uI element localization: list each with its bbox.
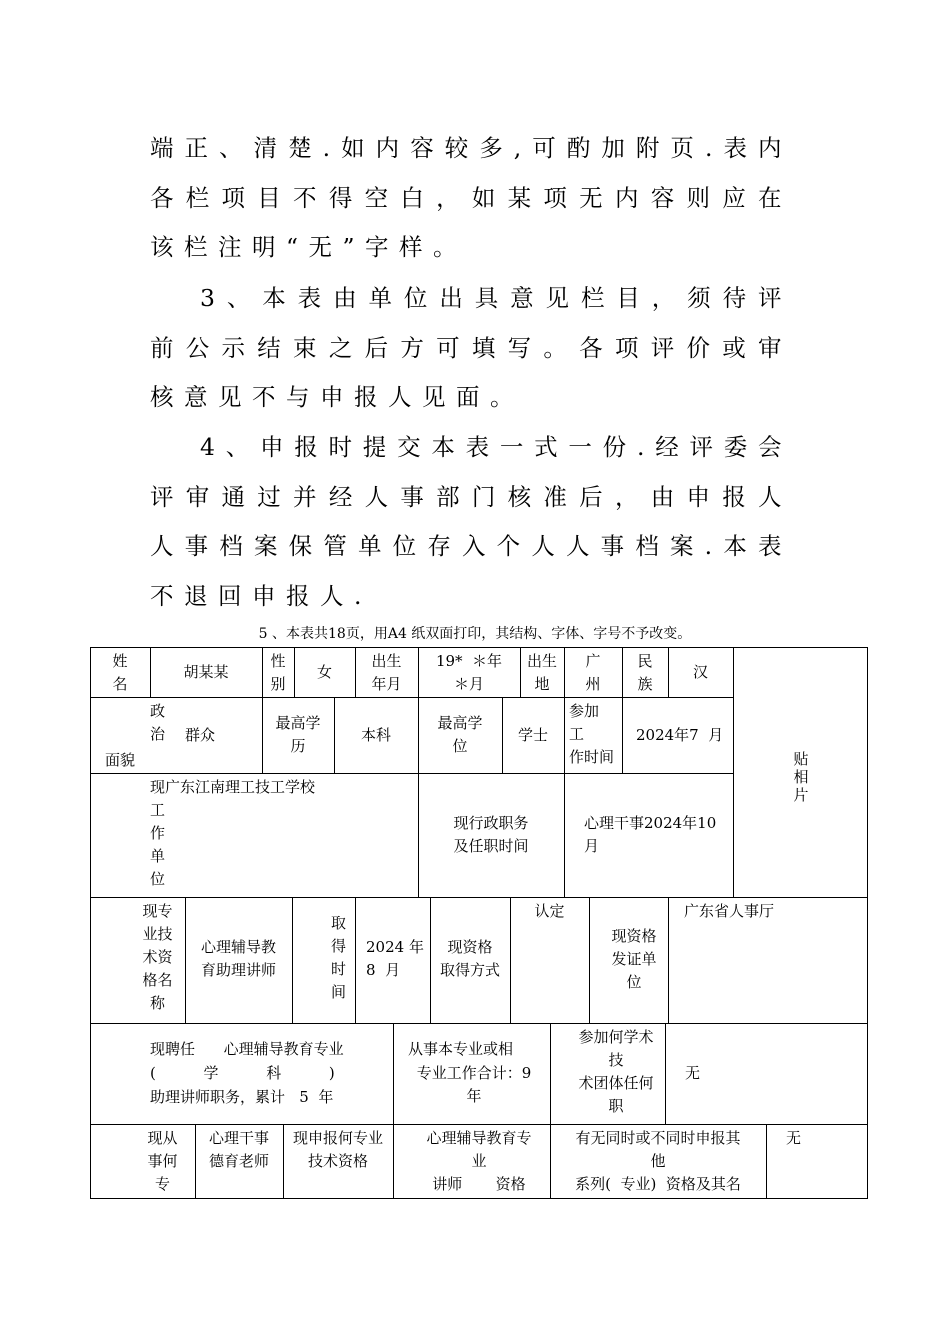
row-divider: [90, 897, 868, 898]
birth-label: 出生 年月: [371, 652, 402, 693]
name-value: 胡某某: [183, 663, 229, 681]
years-value: 专业工作合计：9 年: [416, 1064, 532, 1105]
birthplace-value: 广 州: [585, 652, 601, 693]
cell-divider: [589, 897, 590, 1023]
degree-label: 最高学 位: [437, 714, 483, 755]
table-border-left: [90, 647, 91, 1199]
other-series-value: 无: [786, 1129, 802, 1147]
work-unit-label: 工 作 单 位: [150, 801, 166, 888]
cell-divider: [393, 1124, 394, 1199]
obtain-method-label: 现资格 取得方式: [439, 938, 500, 979]
political-label-cont: 面貌: [105, 751, 136, 769]
post-label: 现行政职务 及任职时间: [453, 814, 529, 855]
photo-placeholder-label: 贴 相 片: [793, 750, 809, 804]
obtain-method-value: 认定: [534, 902, 565, 920]
society-label: 参加何学术 技 术团体任何 职: [578, 1028, 654, 1115]
cell-divider: [292, 897, 293, 1023]
political-value: 群众: [185, 726, 216, 744]
name-label: 姓 名: [112, 652, 128, 693]
instruction-paragraph-4: 4、申报时提交本表一式一份.经评委会评审通过并经人事部门核准后，由申报人人事档案保管单位存入个人人事档案.本表不退回申报人.: [150, 433, 792, 610]
gender-label: 性 别: [270, 652, 286, 693]
obtain-time-value: 2024 年 8 月: [366, 938, 424, 979]
row-divider: [90, 1124, 868, 1125]
appointment-line-1: 现聘任 心理辅导教育专业: [150, 1040, 344, 1058]
cell-divider: [393, 1023, 394, 1124]
years-label: 从事本专业或相: [408, 1040, 514, 1058]
table-border-bottom: [90, 1198, 868, 1199]
education-value: 本科: [360, 726, 391, 744]
gender-value: 女: [316, 663, 332, 681]
table-border-right: [867, 647, 868, 1199]
apply-label: 现申报何专业 技术资格: [292, 1129, 383, 1170]
birth-value: 19* ＊年 ＊月: [435, 652, 503, 693]
print-note: 5 、本表共18页，用A4 纸双面打印，其结构、字体、字号不予改变。: [258, 626, 692, 642]
appointment-line-2: ( 学 科 ): [150, 1064, 335, 1082]
qualification-value: 心理辅导教 育助理讲师: [200, 938, 276, 979]
birthplace-label: 出生 地: [526, 652, 557, 693]
table-border-top: [90, 647, 868, 648]
work-unit-value: 现广东江南理工技工学校: [150, 778, 316, 796]
qualification-label: 现专 业技 术资 格名 称: [142, 902, 173, 1012]
work-start-label: 参加 工 作时间: [569, 702, 615, 766]
cell-divider: [550, 1023, 551, 1124]
row-divider: [90, 697, 734, 698]
cell-divider: [622, 697, 623, 773]
cell-divider: [564, 773, 565, 897]
current-work-value: 心理干事 德育老师: [208, 1129, 269, 1170]
photo-cell-divider: [733, 647, 734, 898]
current-work-label: 现从 事何 专: [147, 1129, 178, 1193]
issuer-label: 现资格 发证单 位: [611, 927, 657, 991]
cell-divider: [355, 897, 356, 1023]
cell-divider: [766, 1124, 767, 1199]
other-series-label: 有无同时或不同时申报其 他 系列( 专业) 资格及其名: [575, 1129, 741, 1193]
post-value: 心理干事2024年10 月: [584, 814, 717, 855]
cell-divider: [564, 697, 565, 773]
ethnic-label: 民 族: [637, 652, 653, 693]
row-divider: [90, 773, 734, 774]
instruction-paragraph-3: 3、本表由单位出具意见栏目，须待评前公示结束之后方可填写。各项评价或审核意见不与申报人见面。: [150, 284, 792, 411]
ethnic-value: 汉: [692, 663, 708, 681]
work-start-value: 2024年7 月: [636, 726, 724, 744]
obtain-time-label: 取 得 时 间: [330, 914, 346, 1001]
row-divider: [90, 1023, 868, 1024]
education-label: 最高学 历: [275, 714, 321, 755]
political-label: 政 治: [150, 702, 166, 743]
issuer-value: 广东省人事厅: [684, 902, 775, 920]
instruction-paragraph-1: 端正、清楚.如内容较多,可酌加附页.表内各栏项目不得空白，如某项无内容则应在该栏注明“无”字样。: [150, 134, 792, 261]
appointment-line-3: 助理讲师职务，累计 5 年: [150, 1088, 334, 1106]
degree-value: 学士: [517, 726, 548, 744]
society-value: 无: [685, 1064, 701, 1082]
apply-value: 心理辅导教育专 业 讲师 资格: [426, 1129, 532, 1193]
